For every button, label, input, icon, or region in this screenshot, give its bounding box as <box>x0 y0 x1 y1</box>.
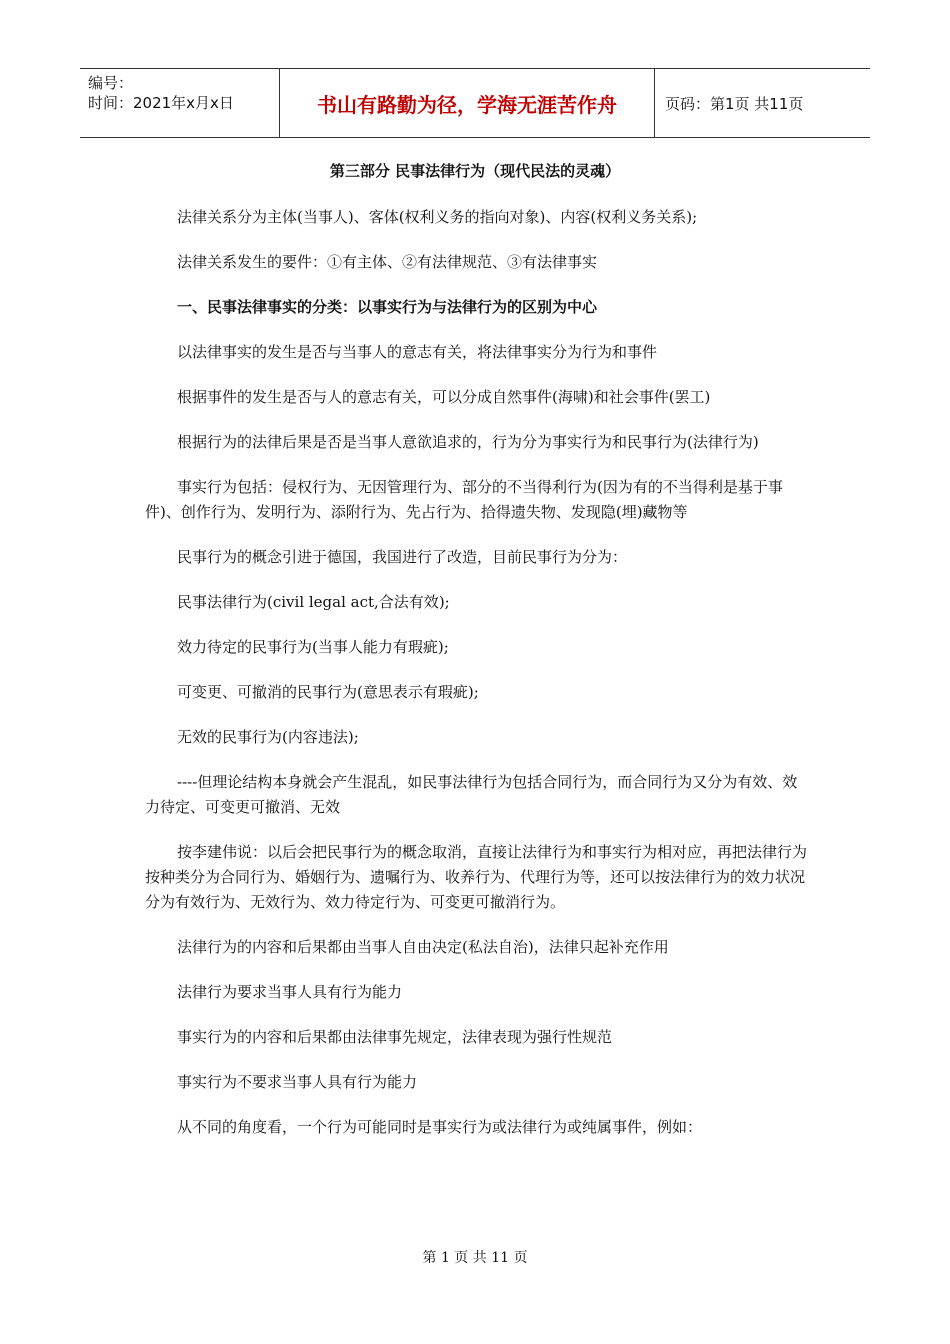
paragraph: 从不同的角度看，一个行为可能同时是事实行为或法律行为或纯属事件，例如： <box>177 1118 703 1136</box>
paragraph: 根据事件的发生是否与人的意志有关，可以分成自然事件(海啸)和社会事件(罢工) <box>177 388 711 406</box>
header-page-info: 页码：第1页 共11页 <box>665 94 804 113</box>
page-header <box>80 68 870 138</box>
paragraph: 民事法律行为(civil legal act,合法有效); <box>177 593 450 611</box>
paragraph: 事实行为不要求当事人具有行为能力 <box>177 1073 418 1091</box>
header-meta <box>80 69 280 137</box>
paragraph: 根据行为的法律后果是否是当事人意欲追求的，行为分为事实行为和民事行为(法律行为) <box>177 433 759 451</box>
paragraph: 法律行为的内容和后果都由当事人自由决定(私法自治)，法律只起补充作用 <box>177 938 669 956</box>
paragraph: 可变更、可撤消的民事行为(意思表示有瑕疵); <box>177 683 479 701</box>
header-motto: 书山有路勤为径，学海无涯苦作舟 <box>280 69 655 137</box>
paragraph: 法律行为要求当事人具有行为能力 <box>177 983 403 1001</box>
paragraph: 无效的民事行为(内容违法); <box>177 728 359 746</box>
document-title: 第三部分 民事法律行为（现代民法的灵魂） <box>329 162 621 180</box>
paragraph: 法律关系分为主体(当事人)、客体(权利义务的指向对象)、内容(权利义务关系); <box>177 208 698 226</box>
paragraph: 事实行为包括：侵权行为、无因管理行为、部分的不当得利行为(因为有的不当得利是基于事件)、创作行为、发明行为、添附行为、先占行为、拾得遗失物、发现隐(埋)藏物等 <box>145 478 783 521</box>
paragraph: 法律关系发生的要件：①有主体、②有法律规范、③有法律事实 <box>177 253 598 271</box>
page-footer: 第 1 页 共 11 页 <box>422 1250 528 1266</box>
paragraph: ----但理论结构本身就会产生混乱，如民事法律行为包括合同行为，而合同行为又分为有效、效力待定、可变更可撤消、无效 <box>145 773 798 816</box>
date-label: 时间：2021年x月x日 <box>88 94 234 112</box>
paragraph: 民事行为的概念引进于德国，我国进行了改造，目前民事行为分为： <box>177 548 628 566</box>
document-body <box>145 205 810 1160</box>
section-heading: 一、民事法律事实的分类：以事实行为与法律行为的区别为中心 <box>177 298 598 316</box>
paragraph: 按李建伟说：以后会把民事行为的概念取消，直接让法律行为和事实行为相对应，再把法律行为按种类分为合同行为、婚姻行为、遗嘱行为、收养行为、代理行为等，还可以按法律行为的效力状况分为有效行为、无效行为、效力待定行为、可变更可撤消行为。 <box>145 843 808 911</box>
number-label: 编号： <box>88 74 134 92</box>
paragraph: 效力待定的民事行为(当事人能力有瑕疵); <box>177 638 449 656</box>
paragraph: 以法律事实的发生是否与当事人的意志有关，将法律事实分为行为和事件 <box>177 343 658 361</box>
paragraph: 事实行为的内容和后果都由法律事先规定，法律表现为强行性规范 <box>177 1028 613 1046</box>
